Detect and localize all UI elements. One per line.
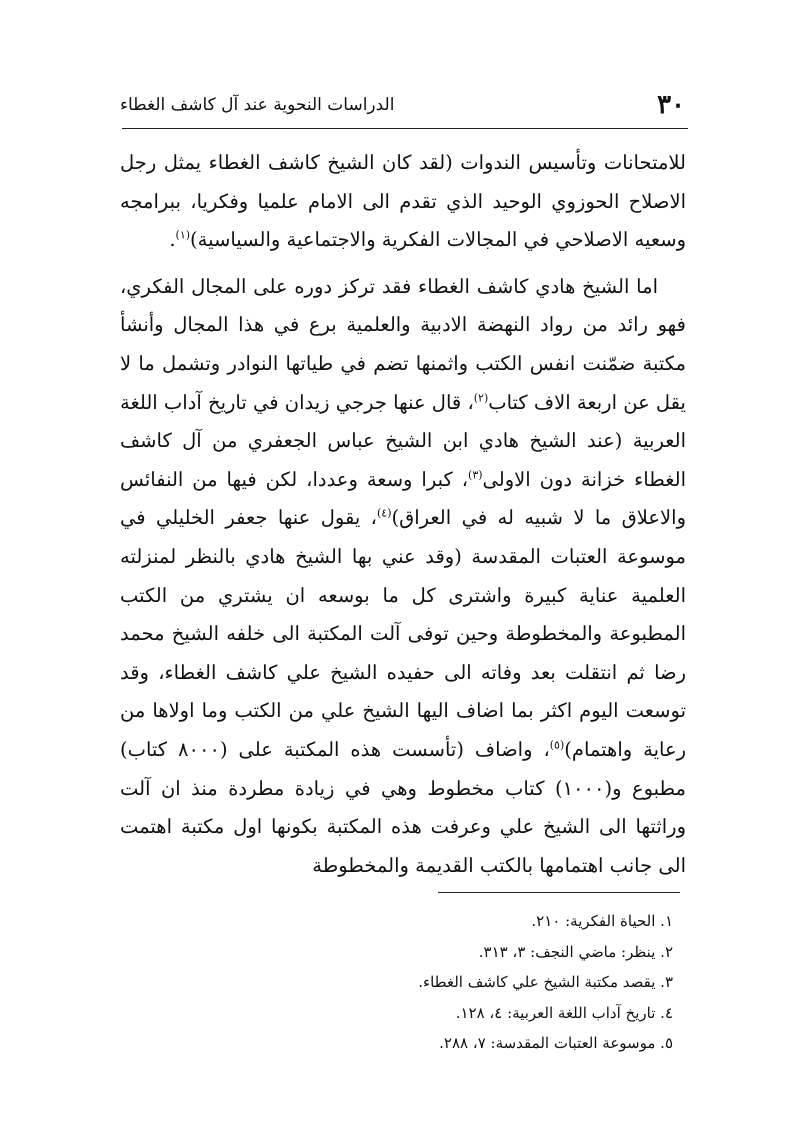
footnote-separator (438, 892, 680, 893)
footnote-reference[interactable]: (٥) (549, 738, 565, 752)
page-number: ٣٠ (657, 90, 685, 120)
header-rule (122, 128, 688, 129)
paragraph-text: ، يقول عنها جعفر الخليلي في موسوعة العتبات المقدسة (وقد عني بها الشيخ هادي بالنظر لمنزلته العلمية عناية كبيرة واشترى كل ما بوسعه ان يشتري من الكتب المطبوعة والمخطوطة وحين توفى آلت المكتبة الى خلفه الشيخ محمد رضا ثم انتقلت بعد وفاته الى حفيده الشيخ علي كاشف الغطاء، وقد توسعت اليوم اكثر بما اضاف اليها الشيخ علي من الكتب وما اولاها من رعاية واهتمام) (120, 506, 687, 761)
paragraph-text: ، واضاف (تأسست هذه المكتبة على (٨٠٠٠ كتاب) مطبوع و(١٠٠٠) كتاب مخطوط وهي في زيادة مطردة منذ ان آلت وراثتها الى الشيخ علي وعرفت هذه المكتبة بكونها اول مكتبة اهتمت الى جانب اهتمامها بالكتب القديمة والمخطوطة (120, 737, 686, 877)
body-paragraph (120, 268, 686, 886)
paragraph-text: . (169, 228, 176, 252)
footnote-item: ١. الحياة الفكرية: ٢١٠. (531, 912, 673, 930)
paragraph-text: ، قال عنها جرجي زيدان في تاريخ آداب اللغة العربية (عند الشيخ هادي ابن الشيخ عباس الجعفري من آل كاشف الغطاء خزانة دون الاولى (120, 390, 686, 491)
footnote-reference[interactable]: (٤) (376, 506, 392, 520)
body-text (120, 144, 686, 885)
page-header (120, 88, 685, 122)
running-title: الدراسات النحوية عند آل كاشف الغطاء (120, 95, 395, 115)
paragraph-text: للامتحانات وتأسيس الندوات (لقد كان الشيخ كاشف الغطاء يمثل رجل الاصلاح الحوزوي الوحيد الذي تقدم الى الامام علميا وفكريا، ببرامجه وسعيه الاصلاحي في المجالات الفكرية والاجتماعية والسياسية) (120, 151, 686, 252)
paragraph-text: ، كبرا وسعة وعددا، لكن فيها من النفائس والاعلاق ما لا شبيه له في العراق) (120, 467, 686, 530)
body-paragraph (120, 144, 686, 260)
footnote-item: ٥. موسوعة العتبات المقدسة: ٧، ٢٨٨. (439, 1034, 673, 1053)
footnote-reference[interactable]: (١) (175, 228, 191, 242)
footnote-reference[interactable]: (٢) (473, 391, 489, 405)
paragraph-text: اما الشيخ هادي كاشف الغطاء فقد تركز دوره على المجال الفكري، فهو رائد من رواد النهضة الادبية والعلمية برع في هذا المجال وأنشأ مكتبة ضمّنت انفس الكتب واثمنها تضم في طياتها النوادر وتشمل ما لا يقل عن اربعة الاف كتاب (120, 274, 686, 414)
footnote-item: ٤. تاريخ آداب اللغة العربية: ٤، ١٢٨. (455, 1003, 673, 1022)
footnote-reference[interactable]: (٣) (468, 468, 483, 482)
footnote-item: ٢. ينظر: ماضي النجف: ٣، ٣١٣. (478, 942, 673, 961)
footnotes (253, 906, 673, 1059)
footnote-item: ٣. يقصد مكتبة الشيخ علي كاشف الغطاء. (418, 973, 673, 992)
